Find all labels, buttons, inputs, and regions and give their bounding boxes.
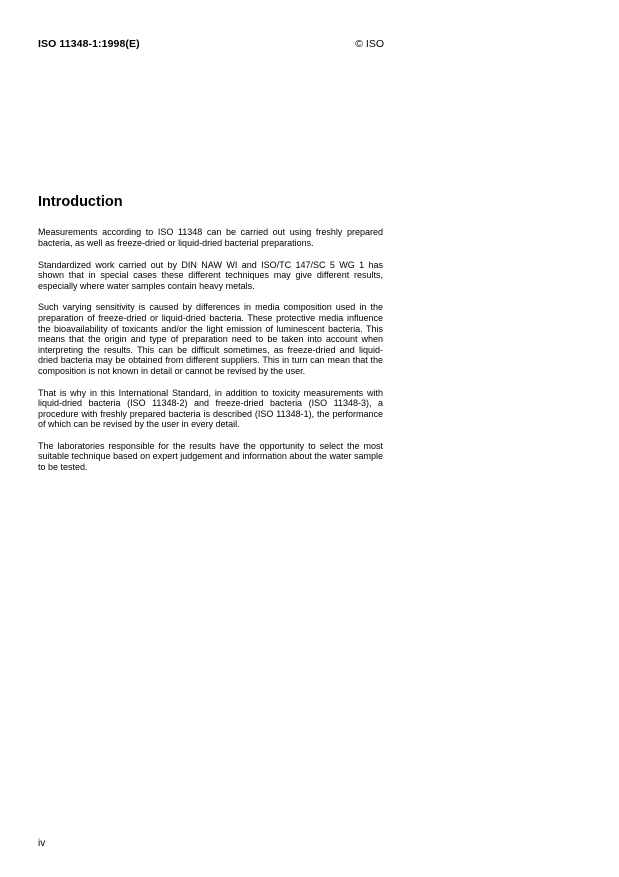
paragraph-4: That is why in this International Standard, in addition to toxicity measurements with liquid-dried bacteria (ISO 11348-2) and freeze-dried bacteria (ISO 11348-3), a procedure with freshly prepared bacteria is described (ISO 11348-1), the performance of which can be revised by the user in every detail.	[38, 387, 383, 430]
paragraph-1: Measurements according to ISO 11348 can be carried out using freshly prepared bacteria, as well as freeze-dried or liquid-dried bacterial preparations.	[38, 227, 383, 248]
copyright-notice: © ISO	[355, 38, 384, 50]
introduction-section	[38, 194, 383, 484]
paragraph-5: The laboratories responsible for the results have the opportunity to select the most suitable technique based on expert judgement and information about the water sample to be tested.	[38, 440, 383, 473]
section-title: Introduction	[38, 194, 123, 210]
page-number: iv	[38, 838, 46, 849]
paragraph-3: Such varying sensitivity is caused by differences in media composition used in the preparation of freeze-dried or liquid-dried bacteria. These protective media influence the bioavailability of toxicants and/or the light emission of luminescent bacteria. This means that the origin and type of preparation need to be taken into account when interpreting the results. This can be difficult sometimes, as freeze-dried and liquid-dried bacteria may be obtained from different suppliers. This in turn can mean that the composition is not known in detail or cannot be revised by the user.	[38, 302, 383, 376]
paragraph-2: Standardized work carried out by DIN NAW WI and ISO/TC 147/SC 5 WG 1 has shown that in special cases these different techniques may give different results, especially where water samples contain heavy metals.	[38, 259, 383, 291]
standard-identifier: ISO 11348-1:1998(E)	[38, 38, 140, 50]
